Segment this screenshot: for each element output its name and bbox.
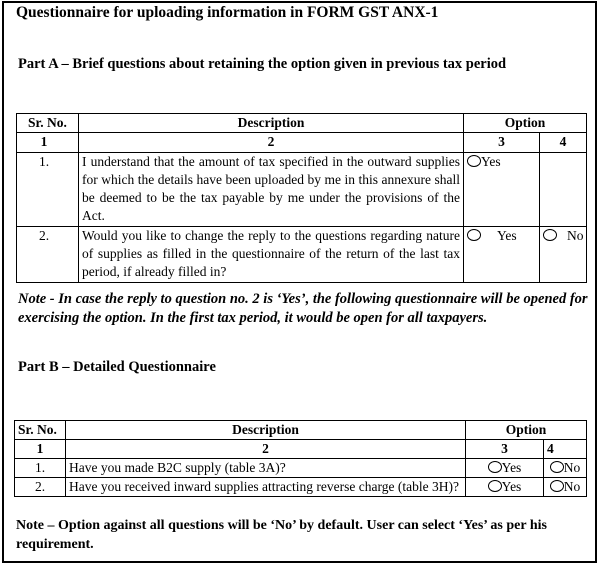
option-yes-cell[interactable] bbox=[464, 226, 540, 282]
column-number-3: 3 bbox=[464, 133, 540, 152]
part-a-table bbox=[16, 113, 587, 283]
part-b-heading: Part B – Detailed Questionnaire bbox=[18, 359, 216, 375]
row-description: Have you made B2C supply (table 3A)? bbox=[66, 459, 466, 478]
yes-option[interactable] bbox=[467, 154, 501, 169]
yes-option[interactable] bbox=[467, 228, 517, 243]
column-number-4: 4 bbox=[540, 133, 587, 152]
option-no-cell[interactable] bbox=[544, 478, 587, 497]
description-header: Description bbox=[79, 114, 464, 133]
option-header: Option bbox=[464, 114, 587, 133]
no-option[interactable] bbox=[543, 228, 584, 243]
yes-label: Yes bbox=[501, 460, 522, 475]
table-row bbox=[17, 226, 587, 282]
row-sr-no: 2. bbox=[15, 478, 66, 497]
option-empty-cell bbox=[540, 152, 587, 226]
column-number-2: 2 bbox=[79, 133, 464, 152]
part-a-heading: Part A – Brief questions about retaining the option given in previous tax period bbox=[18, 56, 507, 72]
page-title: Questionnaire for uploading information in FORM GST ANX-1 bbox=[16, 4, 439, 21]
table-row bbox=[15, 459, 587, 478]
table-row bbox=[17, 152, 587, 226]
column-number-4: 4 bbox=[544, 440, 587, 459]
radio-button-icon[interactable] bbox=[467, 229, 481, 241]
row-description: Have you received inward supplies attracting reverse charge (table 3H)? bbox=[66, 478, 466, 497]
yes-option[interactable] bbox=[488, 460, 522, 475]
row-description: I understand that the amount of tax specified in the outward supplies for which the details have been uploaded by me in this annexure shall be deemed to be the tax payable by me under the provisions of the Act. bbox=[79, 152, 464, 226]
row-sr-no: 2. bbox=[17, 226, 79, 282]
table-header-row bbox=[17, 114, 587, 133]
sr-no-header: Sr. No. bbox=[15, 421, 66, 440]
option-no-cell[interactable] bbox=[540, 226, 587, 282]
radio-button-icon[interactable] bbox=[488, 480, 502, 492]
part-a-note: Note - In case the reply to question no. 2 is ‘Yes’, the following questionnaire will be opened for exercising the option. In the first tax period, it would be open for all taxpayers. bbox=[18, 291, 588, 326]
sr-no-header: Sr. No. bbox=[17, 114, 79, 133]
column-number-2: 2 bbox=[66, 440, 466, 459]
part-b-note: Note – Option against all questions will be ‘No’ by default. User can select ‘Yes’ as per his requirement. bbox=[16, 518, 547, 552]
yes-label: Yes bbox=[501, 479, 522, 494]
yes-option[interactable] bbox=[488, 479, 522, 494]
radio-button-icon[interactable] bbox=[543, 229, 557, 241]
column-number-1: 1 bbox=[15, 440, 66, 459]
description-header: Description bbox=[66, 421, 466, 440]
no-label: No bbox=[567, 227, 584, 243]
no-label: No bbox=[563, 460, 581, 475]
no-option[interactable] bbox=[550, 479, 581, 494]
yes-label: Yes bbox=[497, 227, 517, 243]
radio-button-icon[interactable] bbox=[467, 155, 481, 167]
table-row bbox=[15, 478, 587, 497]
option-yes-cell[interactable] bbox=[466, 459, 544, 478]
column-number-1: 1 bbox=[17, 133, 79, 152]
table-header-row bbox=[15, 421, 587, 440]
column-number-3: 3 bbox=[466, 440, 544, 459]
yes-label: Yes bbox=[481, 153, 501, 169]
row-sr-no: 1. bbox=[15, 459, 66, 478]
no-option[interactable] bbox=[550, 460, 581, 475]
no-label: No bbox=[563, 479, 581, 494]
option-no-cell[interactable] bbox=[544, 459, 587, 478]
table-number-row bbox=[15, 440, 587, 459]
row-sr-no: 1. bbox=[17, 152, 79, 226]
row-description: Would you like to change the reply to the questions regarding nature of supplies as filled in the questionnaire of the return of the last tax period, if already filled in? bbox=[79, 226, 464, 282]
radio-button-icon[interactable] bbox=[550, 480, 564, 492]
option-yes-cell[interactable] bbox=[466, 478, 544, 497]
radio-button-icon[interactable] bbox=[550, 461, 564, 473]
part-b-table bbox=[14, 420, 587, 497]
option-yes-cell[interactable] bbox=[464, 152, 540, 226]
radio-button-icon[interactable] bbox=[488, 461, 502, 473]
option-header: Option bbox=[466, 421, 587, 440]
table-number-row bbox=[17, 133, 587, 152]
